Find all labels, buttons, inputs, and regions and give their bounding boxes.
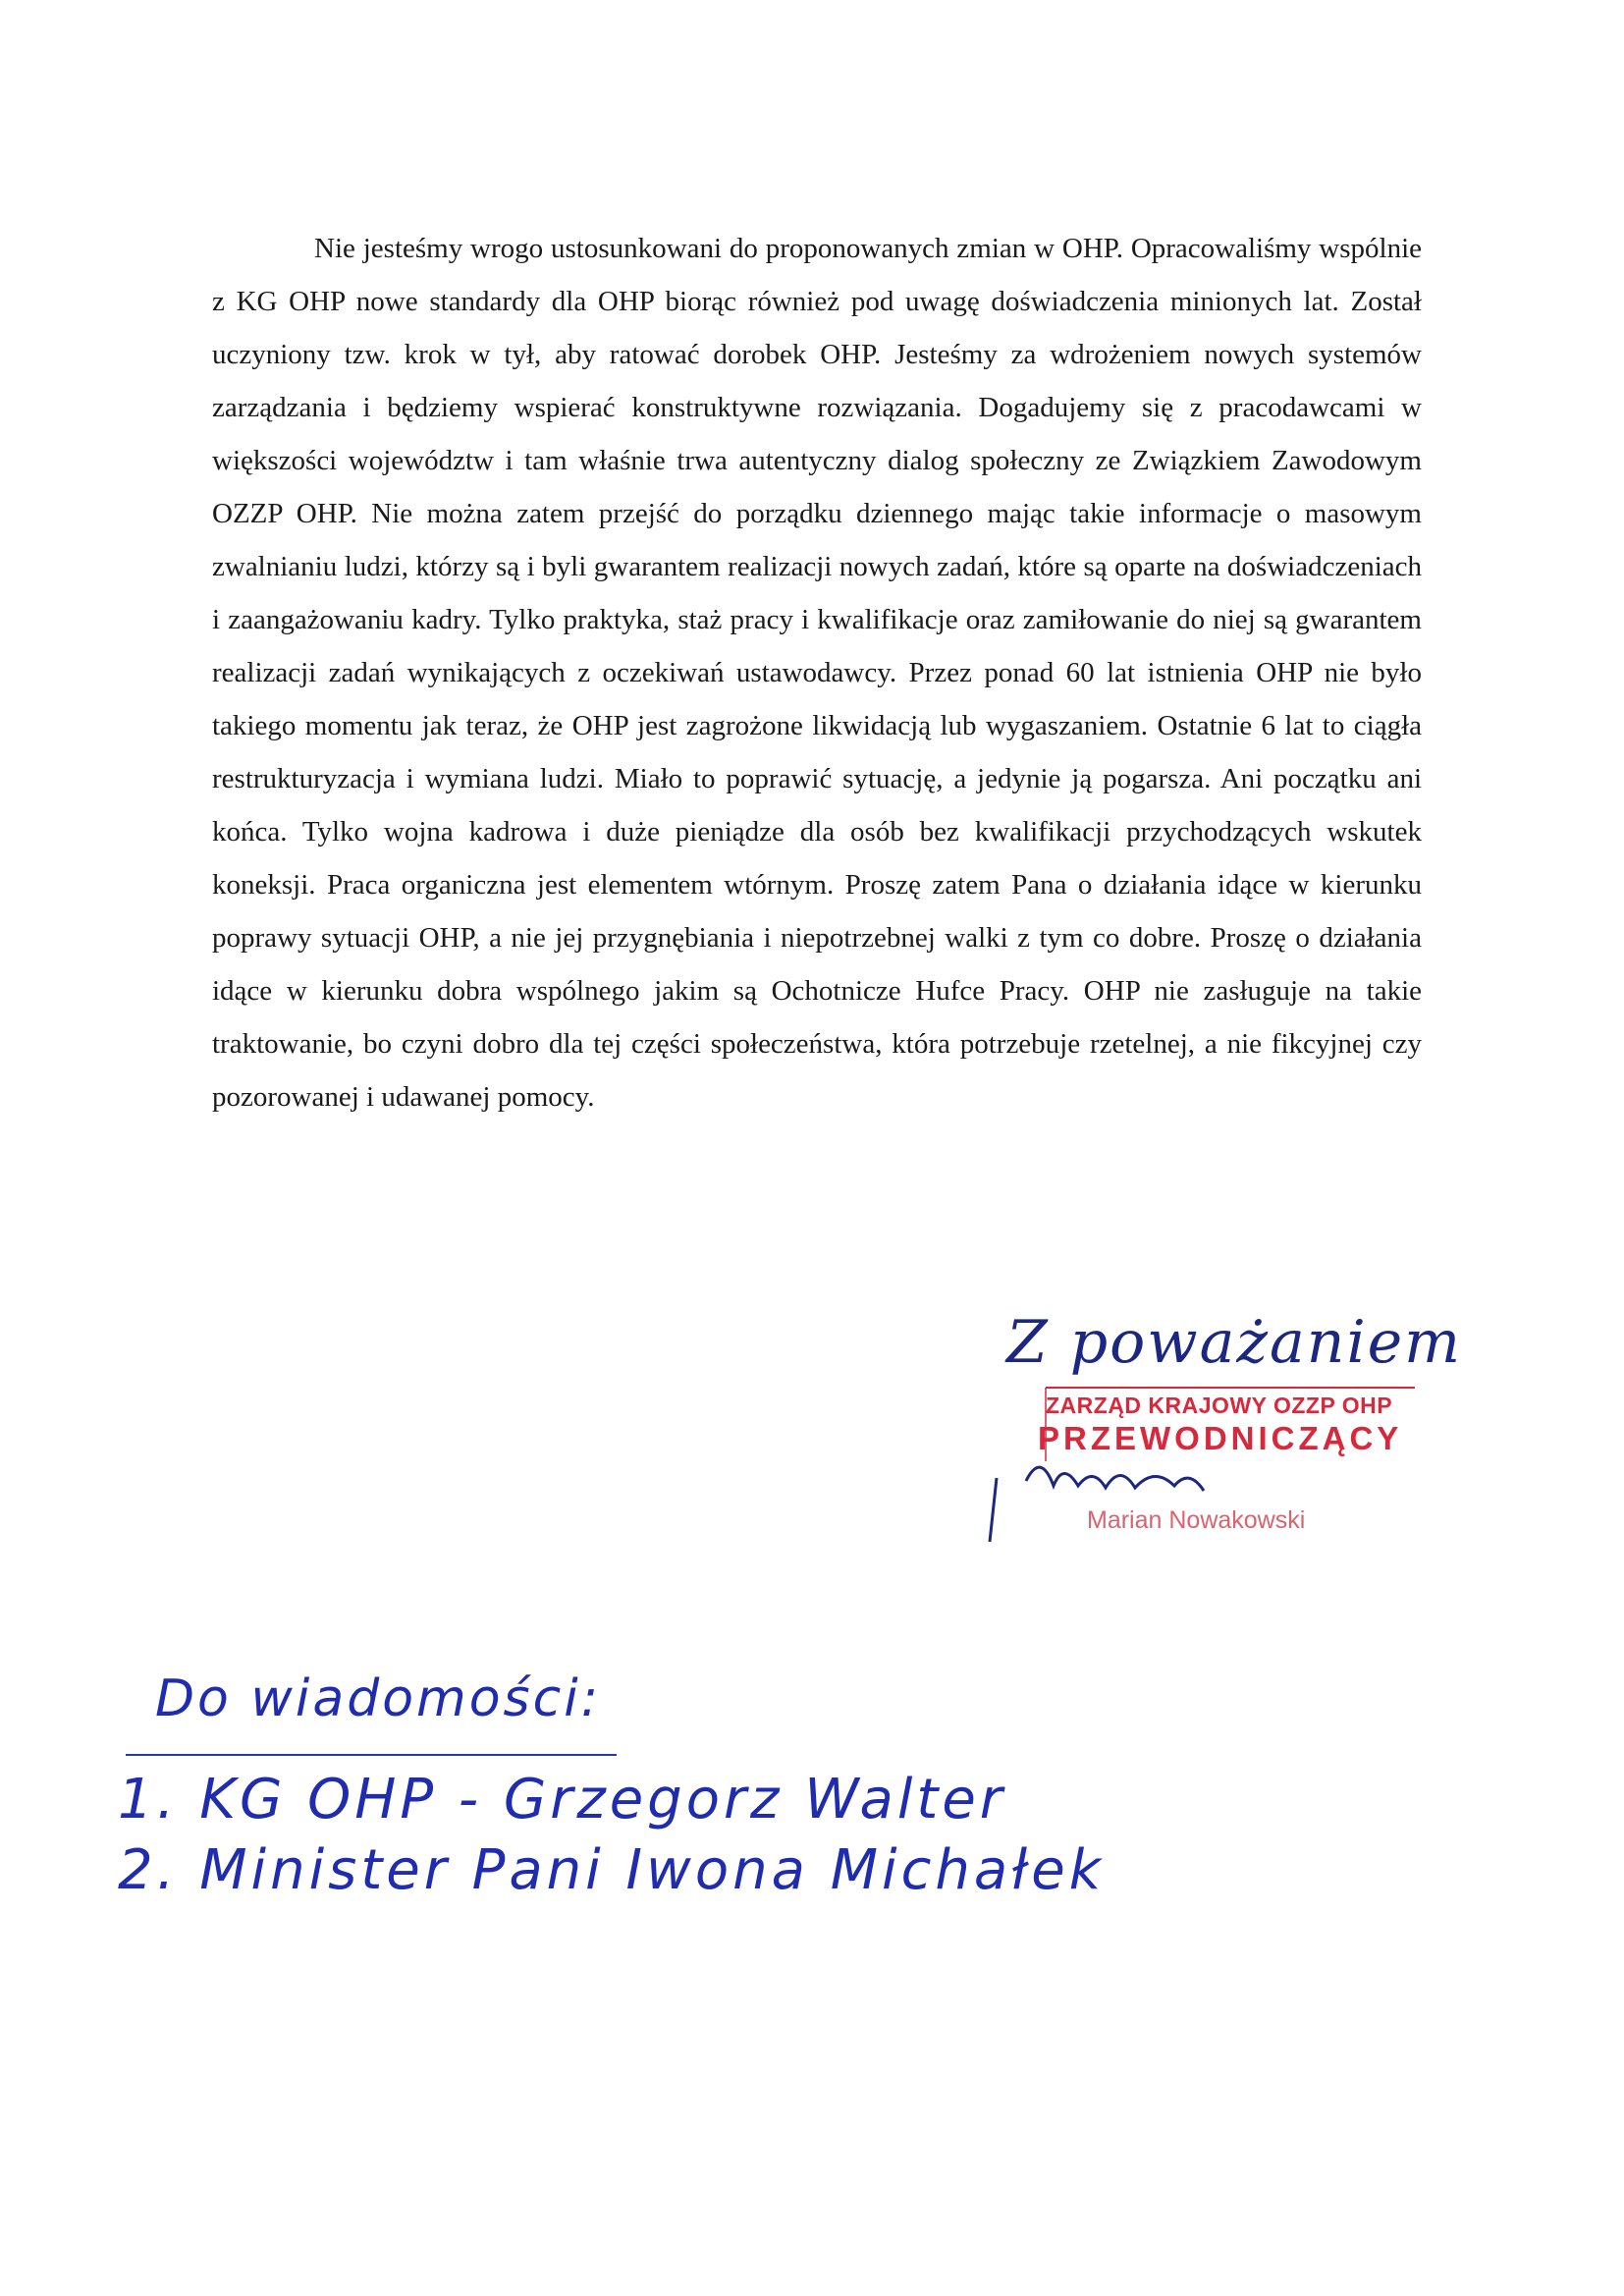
letter-body: Nie jesteśmy wrogo ustosunkowani do proponowanych zmian w OHP. Opracowaliśmy wspólnie z KG OHP nowe standardy dla OHP biorąc również pod uwagę doświadczenia minionych lat. Został uczyniony tzw. krok w tył, aby ratować dorobek OHP. Jesteśmy za wdrożeniem nowych systemów zarządzania i będziemy wspierać konstruktywne rozwiązania. Dogadujemy się z pracodawcami w większości województw i tam właśnie trwa autentyczny dialog społeczny ze Związkiem Zawodowym OZZP OHP. Nie można zatem przejść do porządku dziennego mając takie informacje o masowym zwalnianiu ludzi, którzy są i byli gwarantem realizacji nowych zadań, które są oparte na doświadczeniach i zaangażowaniu kadry. Tylko praktyka, staż pracy i kwalifikacje oraz zamiłowanie do niej są gwarantem realizacji zadań wynikających z oczekiwań ustawodawcy. Przez ponad 60 lat istnienia OHP nie było takiego momentu jak teraz, że OHP jest zagrożone likwidacją lub wygaszaniem. Ostatnie 6 lat to ciągła restrukturyzacja i wymiana ludzi. Miało to poprawić sytuację, a jedynie ją pogarsza. Ani początku ani końca. Tylko wojna kadrowa i duże pieniądze dla osób bez kwalifikacji przychodzących wskutek koneksji. Praca organiczna jest elementem wtórnym. Proszę zatem Pana o działania idące w kierunku poprawy sytuacji OHP, a nie jej przygnębiania i niepotrzebnej walki z tym co dobre. Proszę o działania idące w kierunku dobra wspólnego jakim są Ochotnicze Hufce Pracy. OHP nie zasługuje na takie traktowanie, bo czyni dobro dla tej części społeczeństwa, która potrzebuje rzetelnej, a nie fikcyjnej czy pozorowanej i udawanej pomocy.: [212, 233, 1422, 1113]
handwritten-greeting: Z poważaniem: [1006, 1308, 1463, 1377]
cc-block: [118, 1669, 1106, 1902]
cc-underline: [126, 1754, 617, 1756]
stamp-title: PRZEWODNICZĄCY: [1038, 1420, 1403, 1456]
closing-block: [967, 1296, 1463, 1552]
cc-title: Do wiadomości:: [155, 1669, 602, 1728]
signature-scribble: [1026, 1467, 1204, 1491]
stamp-name: Marian Nowakowski: [1087, 1506, 1306, 1534]
cc-item-1: 1. KG OHP - Grzegorz Walter: [118, 1768, 1006, 1831]
stamp-organization: ZARZĄD KRAJOWY OZZP OHP: [1046, 1393, 1393, 1418]
signature-stroke: [990, 1478, 997, 1542]
cc-item-2: 2. Minister Pani Iwona Michałek: [118, 1838, 1106, 1902]
